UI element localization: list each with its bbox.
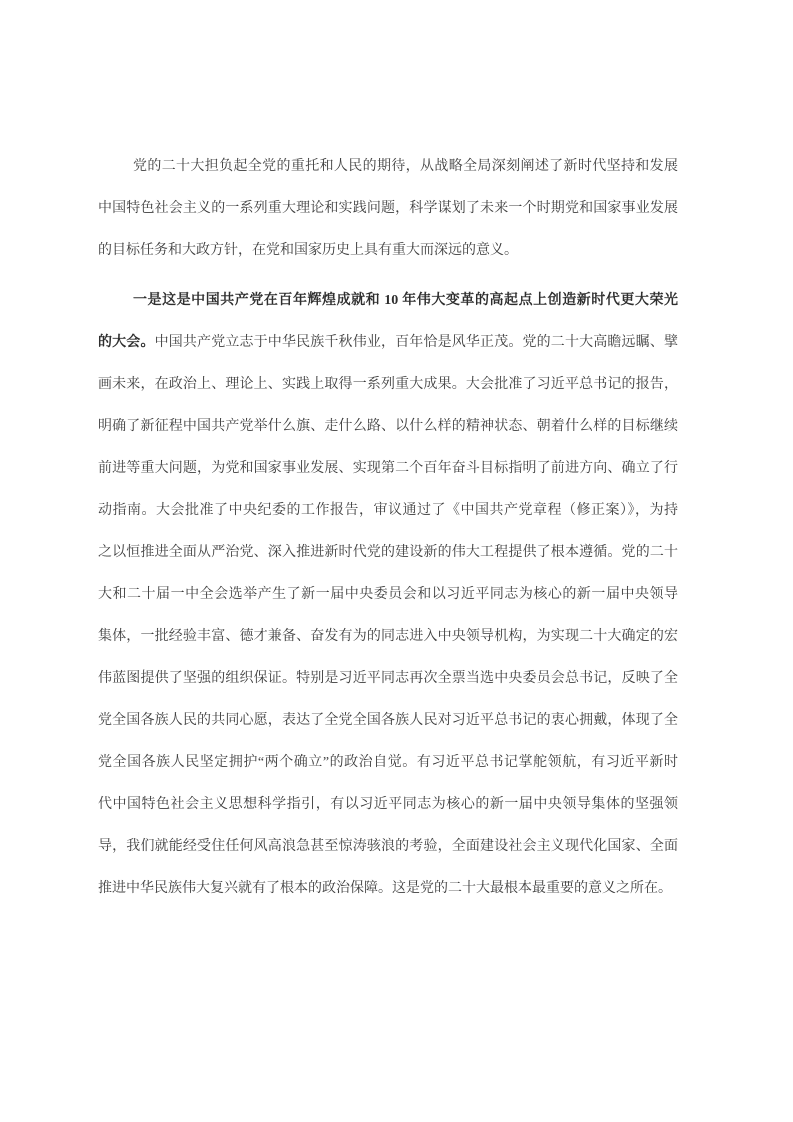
document-body <box>98 146 678 918</box>
text-line <box>98 230 678 272</box>
text-run: 画未来，在政治上、理论上、实践上取得一系列重大成果。大会批准了习近平总书记的报告， <box>98 377 678 392</box>
text-run: 党全国各族人民坚定拥护“两个确立”的政治自觉。有习近平总书记掌舵领航，有习近平新时 <box>98 755 678 770</box>
text-line <box>98 322 678 364</box>
text-run: 动指南。大会批准了中央纪委的工作报告，审议通过了《中国共产党章程（修正案）》，为持 <box>98 503 678 518</box>
text-run: 中国特色社会主义的一系列重大理论和实践问题，科学谋划了未来一个时期党和国家事业发展 <box>98 201 678 216</box>
text-run: 中国共产党立志于中华民族千秋伟业，百年恰是风华正茂。党的二十大高瞻远瞩、擘 <box>154 335 678 350</box>
bold-text-run: 的大会。 <box>98 335 155 350</box>
text-line <box>98 280 678 322</box>
text-line <box>98 784 678 826</box>
text-run: 推进中华民族伟大复兴就有了根本的政治保障。这是党的二十大最根本最重要的意义之所在。 <box>98 881 672 896</box>
text-run: 前进等重大问题，为党和国家事业发展、实现第二个百年奋斗目标指明了前进方向、确立了行 <box>98 461 678 476</box>
text-run: 代中国特色社会主义思想科学指引，有以习近平同志为核心的新一届中央领导集体的坚强领 <box>98 797 678 812</box>
text-run: 之以恒推进全面从严治党、深入推进新时代党的建设新的伟大工程提供了根本遵循。党的二十 <box>98 545 678 560</box>
text-line <box>98 658 678 700</box>
paragraph <box>98 280 678 910</box>
text-line <box>98 742 678 784</box>
paragraph <box>98 146 678 272</box>
text-line <box>98 700 678 742</box>
text-run: 党的二十大担负起全党的重托和人民的期待，从战略全局深刻阐述了新时代坚持和发展 <box>133 159 678 174</box>
text-run: 导，我们就能经受住任何风高浪急甚至惊涛骇浪的考验，全面建设社会主义现代化国家、全面 <box>98 839 678 854</box>
text-line <box>98 868 678 910</box>
text-line <box>98 616 678 658</box>
text-run: 明确了新征程中国共产党举什么旗、走什么路、以什么样的精神状态、朝着什么样的目标继续 <box>98 419 678 434</box>
text-run: 大和二十届一中全会选举产生了新一届中央委员会和以习近平同志为核心的新一届中央领导 <box>98 587 678 602</box>
text-line <box>98 406 678 448</box>
text-run: 的目标任务和大政方针，在党和国家历史上具有重大而深远的意义。 <box>98 243 518 258</box>
text-line <box>98 364 678 406</box>
text-line <box>98 146 678 188</box>
text-line <box>98 188 678 230</box>
text-line <box>98 532 678 574</box>
text-line <box>98 490 678 532</box>
text-run: 党全国各族人民的共同心愿，表达了全党全国各族人民对习近平总书记的衷心拥戴，体现了全 <box>98 713 678 728</box>
text-run: 集体，一批经验丰富、德才兼备、奋发有为的同志进入中央领导机构，为实现二十大确定的宏 <box>98 629 678 644</box>
text-run: 伟蓝图提供了坚强的组织保证。特别是习近平同志再次全票当选中央委员会总书记，反映了全 <box>98 671 678 686</box>
bold-text-run: 一是这是中国共产党在百年辉煌成就和 10 年伟大变革的高起点上创造新时代更大荣光 <box>133 293 678 308</box>
text-line <box>98 448 678 490</box>
text-line <box>98 574 678 616</box>
text-line <box>98 826 678 868</box>
